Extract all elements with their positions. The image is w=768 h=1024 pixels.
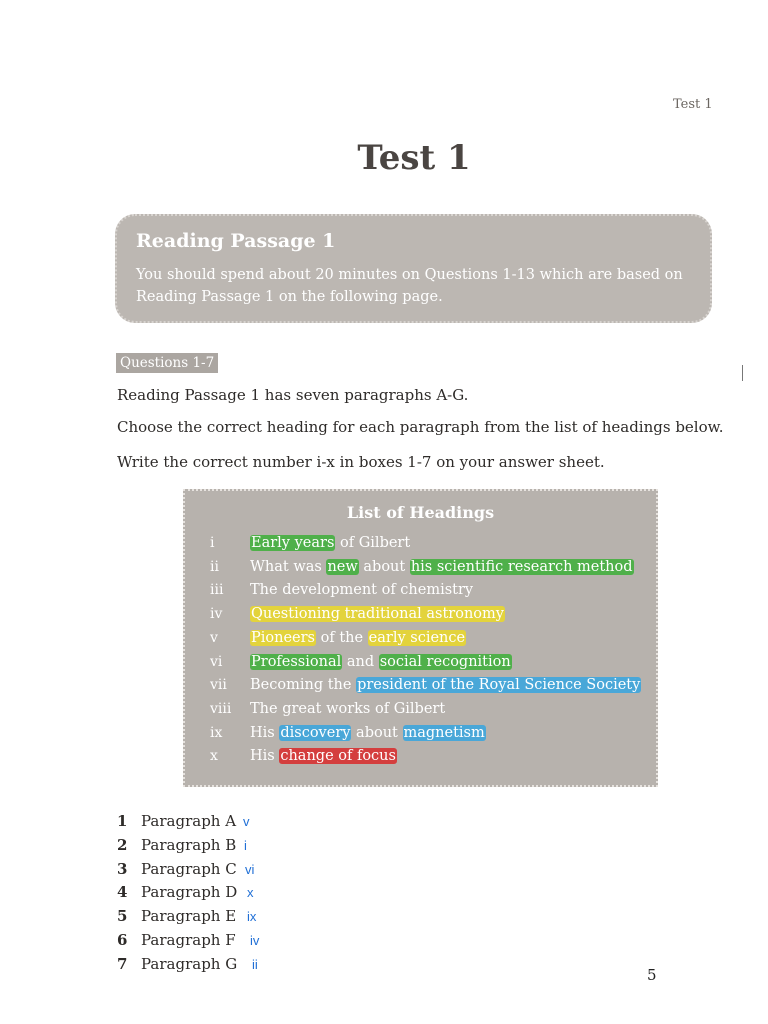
- heading-text: [250, 535, 410, 551]
- heading-numeral: iii: [210, 582, 224, 599]
- heading-text: [250, 677, 641, 693]
- highlighted-text: president of the Royal Science Society: [357, 677, 641, 694]
- highlighted-text: discovery: [280, 724, 351, 741]
- heading-numeral: x: [210, 748, 218, 765]
- question-number: 5: [117, 907, 128, 926]
- instruction-paragraphs: Reading Passage 1 has seven paragraphs A-G.: [117, 386, 469, 404]
- heading-text: [250, 725, 486, 741]
- instruction-write-number: Write the correct number i-x in boxes 1-7 on your answer sheet.: [117, 453, 605, 471]
- handwritten-answer: x: [247, 885, 254, 901]
- heading-text-segment: The great works of Gilbert: [250, 700, 446, 717]
- heading-text-segment: His: [250, 724, 280, 741]
- heading-numeral: i: [210, 535, 215, 551]
- handwritten-answer: v: [243, 814, 250, 829]
- reading-passage-instructions: [136, 264, 696, 308]
- heading-numeral: ii: [210, 558, 219, 575]
- paragraph-label: Paragraph G: [141, 954, 238, 973]
- question-number: 6: [117, 931, 128, 949]
- paragraph-label: Paragraph A: [141, 812, 237, 830]
- question-number: 1: [117, 812, 128, 830]
- heading-text-segment: about: [358, 558, 410, 575]
- heading-numeral: vii: [210, 677, 227, 694]
- heading-text-segment: of Gilbert: [335, 535, 411, 551]
- heading-text-segment: Becoming the: [250, 677, 357, 694]
- heading-text: [250, 582, 473, 598]
- margin-pen-mark: [742, 365, 743, 381]
- handwritten-answer: vi: [245, 861, 255, 877]
- list-of-headings-title: List of Headings: [346, 503, 495, 522]
- heading-text: [250, 701, 445, 717]
- heading-text: [250, 559, 634, 575]
- question-number: 3: [117, 859, 128, 878]
- heading-text-segment: about: [351, 724, 403, 741]
- questions-badge: Questions 1-7: [116, 353, 218, 373]
- heading-text: [250, 630, 466, 646]
- heading-numeral: v: [210, 629, 218, 646]
- highlighted-text: Questioning traditional astronomy: [251, 606, 504, 623]
- page-title: Test 1: [357, 138, 471, 178]
- question-number: 2: [117, 835, 128, 854]
- highlighted-text: his scientific research method: [410, 558, 633, 575]
- paragraph-label: Paragraph D: [141, 883, 238, 902]
- heading-text-segment: His: [250, 748, 280, 765]
- paragraph-label: Paragraph E: [141, 907, 237, 926]
- handwritten-answer: ix: [247, 909, 257, 925]
- heading-numeral: ix: [210, 724, 223, 741]
- question-number: 4: [117, 883, 128, 902]
- highlighted-text: new: [327, 558, 358, 575]
- handwritten-answer: iv: [250, 933, 260, 948]
- heading-text-segment: of the: [316, 629, 368, 646]
- heading-numeral: iv: [210, 606, 223, 623]
- reading-passage-text-line: Reading Passage 1 on the following page.: [136, 289, 443, 305]
- heading-text-segment: The development of chemistry: [250, 582, 474, 599]
- heading-text: [250, 654, 512, 670]
- paragraph-label: Paragraph F: [141, 931, 236, 949]
- highlighted-text: early science: [368, 629, 466, 646]
- reading-passage-title: Reading Passage 1: [136, 230, 336, 252]
- heading-text-segment: and: [342, 653, 379, 670]
- paragraph-label: Paragraph B: [141, 835, 237, 854]
- instruction-choose-heading: Choose the correct heading for each paragraph from the list of headings below.: [117, 418, 724, 436]
- paragraph-label: Paragraph C: [141, 859, 237, 878]
- page-number: 5: [647, 966, 657, 984]
- heading-text: [250, 748, 397, 764]
- highlighted-text: Early years: [251, 535, 335, 551]
- highlighted-text: magnetism: [403, 724, 485, 741]
- question-number: 7: [117, 954, 128, 973]
- handwritten-answer: i: [244, 837, 247, 853]
- running-header: Test 1: [673, 97, 713, 112]
- highlighted-text: change of focus: [280, 748, 396, 765]
- heading-numeral: vi: [210, 653, 223, 670]
- reading-passage-text-line: You should spend about 20 minutes on Questions 1-13 which are based on: [136, 267, 683, 283]
- heading-numeral: viii: [210, 700, 232, 717]
- heading-text: [250, 606, 505, 622]
- handwritten-answer: ii: [252, 956, 258, 972]
- highlighted-text: Professional: [251, 653, 342, 670]
- heading-text-segment: What was: [250, 558, 327, 575]
- highlighted-text: social recognition: [379, 653, 511, 670]
- highlighted-text: Pioneers: [251, 629, 315, 646]
